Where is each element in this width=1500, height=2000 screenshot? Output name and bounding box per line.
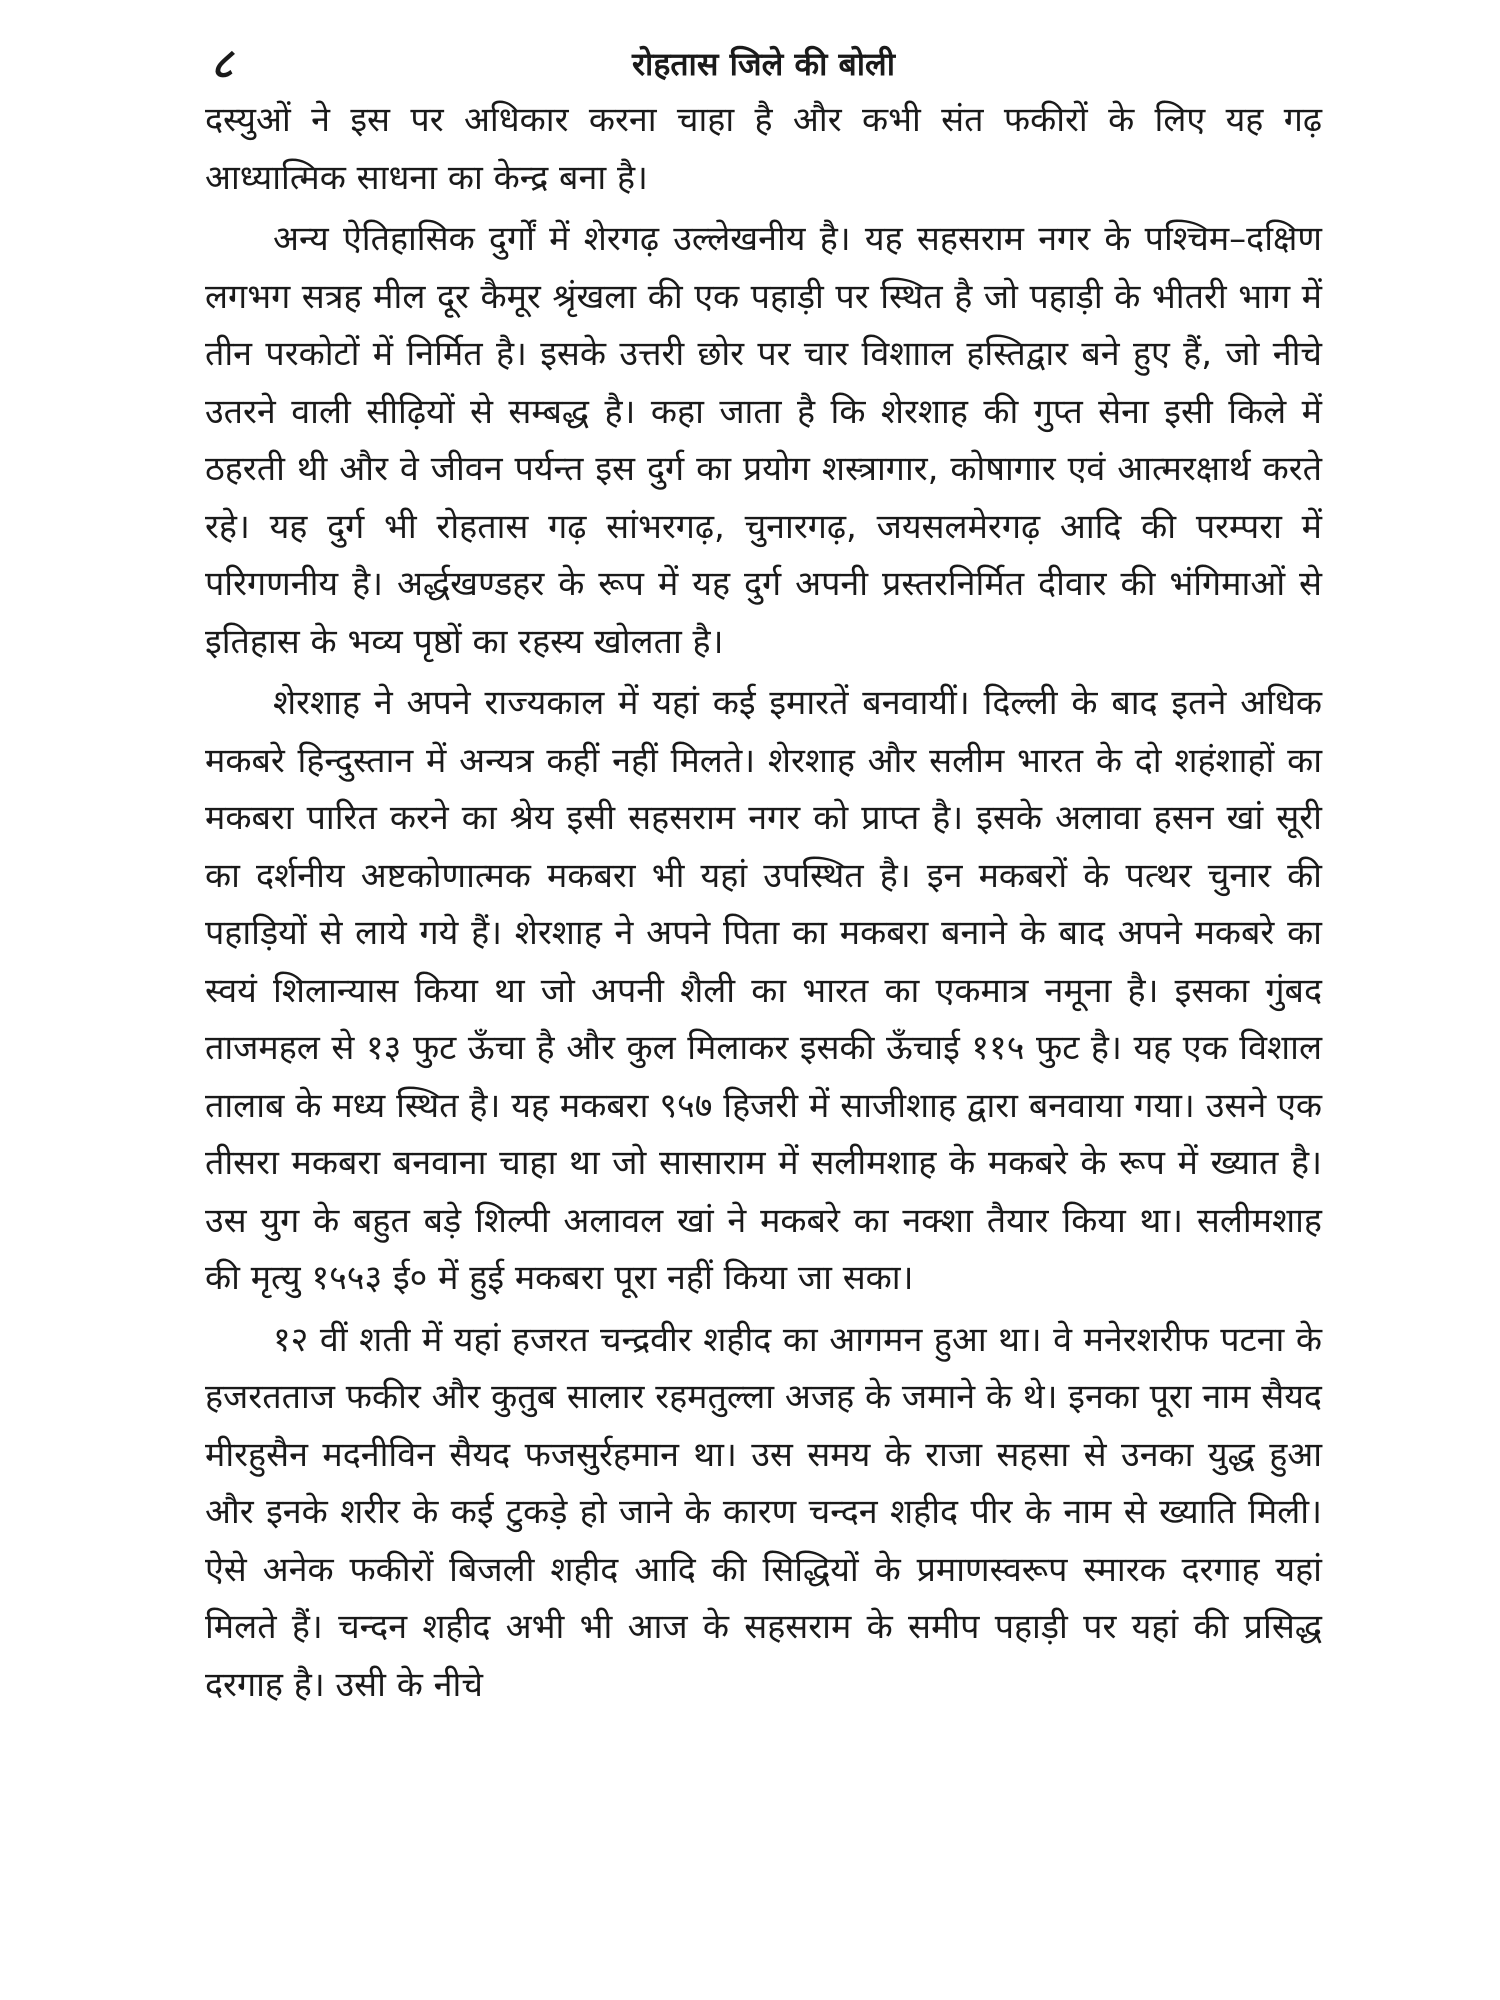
paragraph-chandan-shahid: १२ वीं शती में यहां हजरत चन्द्रवीर शहीद का आगमन हुआ था। वे मनेरशरीफ पटना के हजरतताज फकीर और कुतुब सालार रहमतुल्ला अजह के जमाने के थे। इनका पूरा नाम सैयद मीरहुसैन मदनीविन सैयद फजसुर्रहमान था। उस समय के राजा सहसा से उनका युद्ध हुआ और इनके शरीर के कई टुकड़े हो जाने के कारण चन्दन शहीद पीर के नाम से ख्याति मिली। ऐसे अनेक फकीरों बिजली शहीद आदि की सिद्धियों के प्रमाणस्वरूप स्मारक दरगाह यहां मिलते हैं। चन्दन शहीद अभी भी आज के सहसराम के समीप पहाड़ी पर यहां की प्रसिद्ध दरगाह है। उसी के नीचे — [205, 1319, 1322, 1705]
paragraph-continued: दस्युओं ने इस पर अधिकार करना चाहा है और कभी संत फकीरों के लिए यह गढ़ आध्यात्मिक साधना का केन्द्र बना है। — [205, 100, 1322, 198]
running-title: रोहतास जिले की बोली — [631, 45, 896, 83]
paragraph-tombs: शेरशाह ने अपने राज्यकाल में यहां कई इमारतें बनवायीं। दिल्ली के बाद इतने अधिक मकबरे हिन्दुस्तान में अन्यत्र कहीं नहीं मिलते। शेरशाह और सलीम भारत के दो शहंशाहों का मकबरा पारित करने का श्रेय इसी सहसराम नगर को प्राप्त है। इसके अलावा हसन खां सूरी का दर्शनीय अष्टकोणात्मक मकबरा भी यहां उपस्थित है। इन मकबरों के पत्थर चुनार की पहाड़ियों से लाये गये हैं। शेरशाह ने अपने पिता का मकबरा बनाने के बाद अपने मकबरे का स्वयं शिलान्यास किया था जो अपनी शैली का भारत का एकमात्र नमूना है। इसका गुंबद ताजमहल से १३ फुट ऊँचा है और कुल मिलाकर इसकी ऊँचाई ११५ फुट है। यह एक विशाल तालाब के मध्य स्थित है। यह मकबरा ९५७ हिजरी में साजीशाह द्वारा बनवाया गया। उसने एक तीसरा मकबरा बनवाना चाहा था जो सासाराम में सलीमशाह के मकबरे के रूप में ख्यात है। उस युग के बहुत बड़े शिल्पी अलावल खां ने मकबरे का नक्शा तैयार किया था। सलीमशाह की मृत्यु १५५३ ई० में हुई मकबरा पूरा नहीं किया जा सका। — [205, 683, 1322, 1298]
body-text — [205, 92, 1322, 1714]
paragraph-shergarh: अन्य ऐतिहासिक दुर्गों में शेरगढ़ उल्लेखनीय है। यह सहसराम नगर के पश्चिम–दक्षिण लगभग सत्रह मील दूर कैमूर श्रृंखला की एक पहाड़ी पर स्थित है जो पहाड़ी के भीतरी भाग में तीन परकोटों में निर्मित है। इसके उत्तरी छोर पर चार विशााल हस्तिद्वार बने हुए हैं, जो नीचे उतरने वाली सीढ़ियों से सम्बद्ध है। कहा जाता है कि शेरशाह की गुप्त सेना इसी किले में ठहरती थी और वे जीवन पर्यन्त इस दुर्ग का प्रयोग शस्त्रागार, कोषागार एवं आत्मरक्षार्थ करते रहे। यह दुर्ग भी रोहतास गढ़ सांभरगढ़, चुनारगढ़, जयसलमेरगढ़ आदि की परम्परा में परिगणनीय है। अर्द्धखण्डहर के रूप में यह दुर्ग अपनी प्रस्तरनिर्मित दीवार की भंगिमाओं से इतिहास के भव्य पृष्ठों का रहस्य खोलता है। — [205, 219, 1322, 662]
page-header — [205, 40, 1322, 86]
page-number: ८ — [211, 39, 233, 88]
